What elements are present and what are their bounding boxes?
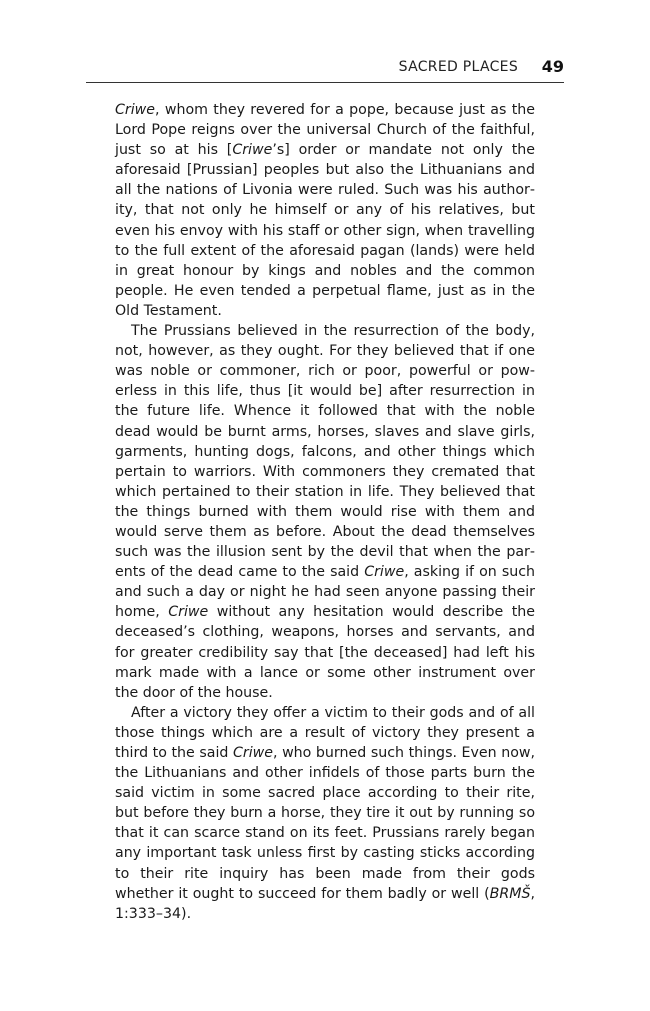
italic-run: Criwe	[115, 102, 156, 118]
paragraph-3	[115, 703, 535, 924]
italic-run: BRMŠ	[489, 885, 531, 902]
text-run: without any hesitation would describe the deceased’s clothing, weapons, horses and servants, and for greater credibility say that [the deceased] had left his mark made with a lance or some other instrument over the door of the house.	[115, 604, 535, 701]
text-run: The Prussians believed in the resurrection of the body, not, however, as they ought. For they believed that if one was noble or commoner, rich or poor, powerful or powerless in this life, thus [it would be] after resurrection in the future life. Whence it followed that with the noble dead would be burnt arms, horses, slaves and slave girls, garments, hunting dogs, falcons, and other things which pertain to warriors. With commoners they cremated that which pertained to their station in life. They believed that the things burned with them would rise with them and would serve them as before. About the dead themselves such was the illusion sent by the devil that when the parents of the dead came to the said	[115, 323, 535, 581]
page-number: 49	[541, 57, 564, 76]
italic-run: Criwe	[168, 604, 209, 621]
italic-run: Criwe	[364, 564, 405, 581]
text-run: After a victory they offer a victim to their gods and of all those things which are a result of victory they present a third to the said	[115, 704, 535, 761]
text-run: ’s] order or mandate not only the aforesaid [Prussian] peoples but also the Lithuanians and all the nations of Livonia were ruled. Such was his authority, that not only he himself or any of his relatives, but even his envoy with his staff or other sign, when travelling to the full extent of the aforesaid pagan (lands) were held in great honour by kings and nobles and the common people. He even tended a perpetual flame, just as in the Old Testament.	[115, 142, 535, 319]
running-title: SACRED PLACES	[398, 59, 518, 75]
paragraph-1	[115, 100, 535, 321]
running-head	[86, 58, 564, 83]
text-run: , whom they revered for a pope, because just as the Lord Pope reigns over the universal Church of the faithful, just so at his [	[115, 102, 535, 159]
text-run: , 1:333–34).	[115, 885, 535, 922]
paragraph-2	[115, 321, 535, 703]
italic-run: Criwe	[232, 142, 273, 159]
italic-run: Criwe	[232, 745, 273, 761]
body-text	[115, 100, 535, 924]
text-run: , asking if on such and such a day or night he had seen anyone passing their home,	[115, 564, 535, 621]
text-run: , who burned such things. Even now, the Lithuanians and other infidels of those parts burn the said victim in some sacred place according to their rite, but before they burn a horse, they tire it out by running so that it can scarce stand on its feet. Prussians rarely began any important task unless first by casting sticks according to their rite inquiry has been made from their gods whether it ought to succeed for them badly or well (	[115, 745, 535, 902]
